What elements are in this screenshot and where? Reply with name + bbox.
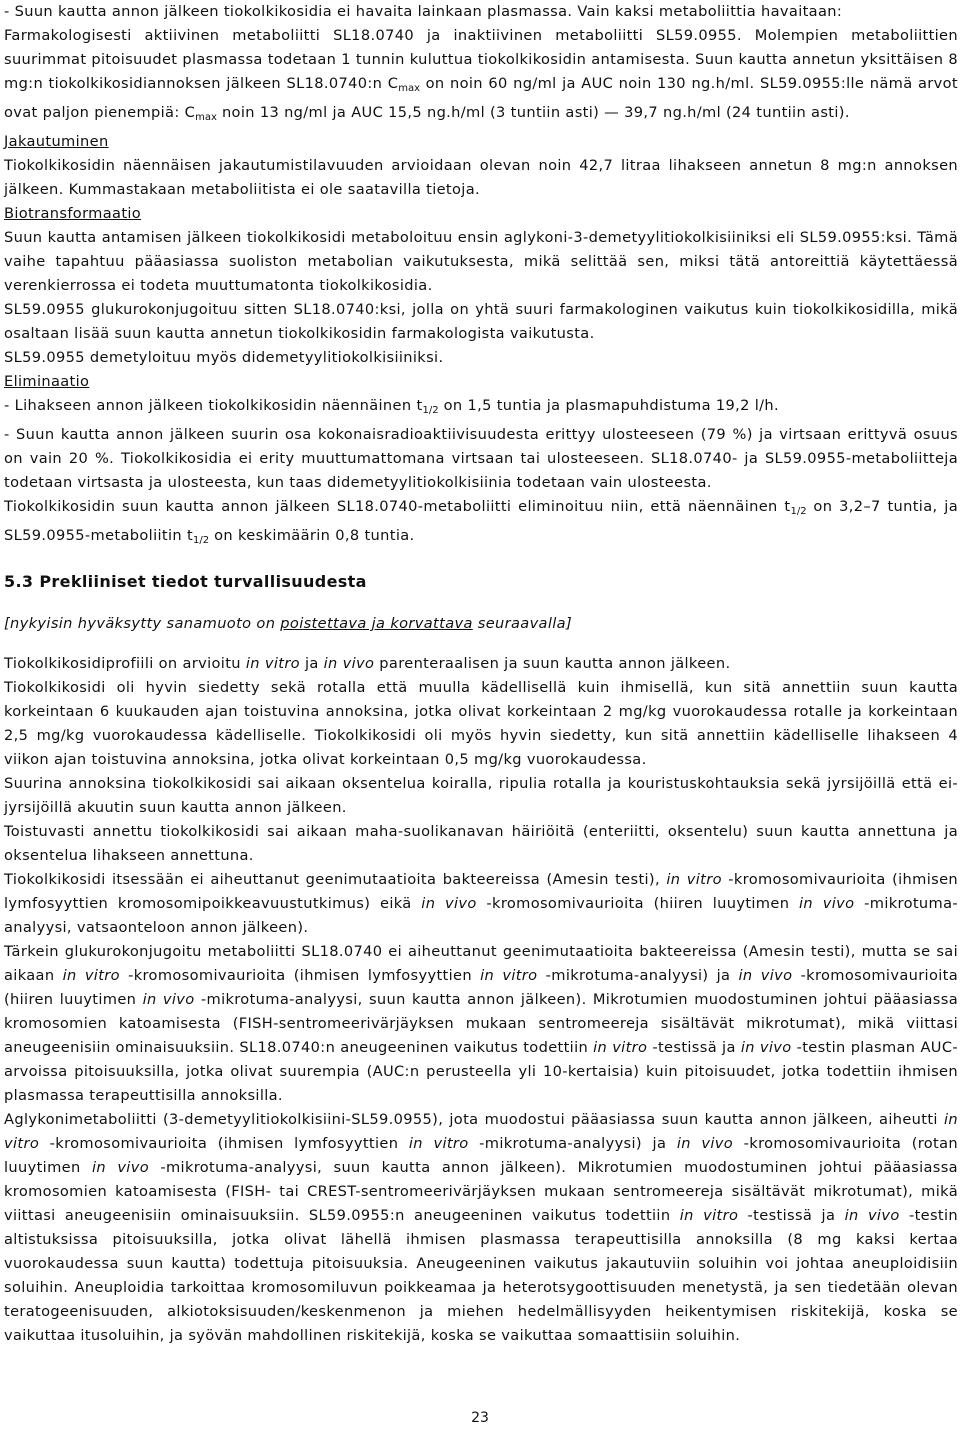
paragraph: Tiokolkikosidi oli hyvin siedetty sekä rotalla että muulla kädellisellä kuin ihmisellä, kun sitä annettiin suun kautta korkeintaan 6 kuukauden ajan toistuvina annoksina, jotka olivat korkeintaan 2 mg/kg vuorokaudessa rotalle ja korkeintaan 2,5 mg/kg vuorokaudessa kädelliselle. Tiokolkikosidi oli myös hyvin siedetty, kun sitä annettiin kädelliselle lihakseen 4 viikon ajan toistuvina annoksina, jotka olivat korkeintaan 0,5 mg/kg vuorokaudessa. [4, 679, 958, 768]
paragraph: Suurina annoksina tiokolkikosidi sai aikaan oksentelua koiralla, ripulia rotalla ja kouristuskohtauksia sekä jyrsijöillä että ei-jyrsijöillä akuutin suun kautta annon jälkeen. [4, 775, 958, 816]
paragraph: Tiokolkikosidiprofiili on arvioitu in vitro ja in vivo parenteraalisen ja suun kautta annon jälkeen. [4, 655, 731, 672]
subheading-jakautuminen: Jakautuminen [4, 133, 109, 150]
editorial-note: [nykyisin hyväksytty sanamuoto on poistettava ja korvattava seuraavalla] [4, 615, 572, 632]
paragraph: SL59.0955 demetyloituu myös didemetyylitiokolkisiiniksi. [4, 349, 444, 366]
paragraph: Aglykonimetaboliitti (3-demetyylitiokolkisiini-SL59.0955), jota muodostui pääasiassa suun kautta annon jälkeen, aiheutti in vitro -kromosomivaurioita (ihmisen lymfosyyttien in vitro -mikrotuma-analyysi) ja in vivo -kromosomivaurioita (rotan luuytimen in vivo -mikrotuma-analyysi, suun kautta annon jälkeen). Mikrotumien muodostuminen johtui pääasiassa kromosomien katoamisesta (FISH- tai CREST-sentromeerivärjäyksen mukaan sentromeereja sisältävät mikrotumat), mikä viittasi aneugeenisiin ominaisuuksiin. SL59.0955:n aneugeeninen vaikutus todettiin in vitro -testissä ja in vivo -testin altistuksissa pitoisuuksilla, jotka olivat lähellä ihmisen plasmassa terapeuttisilla annoksilla (8 mg kaksi kertaa vuorokaudessa suun kautta) todettuja pitoisuuksia. Aneugeeninen vaikutus jakautuviin soluihin voi johtaa aneuploidisiin soluihin. Aneuploidia tarkoittaa kromosomiluvun poikkeamaa ja heterotsygoottisuuden menetystä, ja sen tiedetään olevan teratogeenisuuden, alkiotoksisuuden/keskenmenon ja miehen hedelmällisyyden heikentymisen riskitekijä, koska se vaikuttaa itusoluihin, ja syövän mahdollinen riskitekijä, koska se vaikuttaa somaattisiin soluihin. [4, 1111, 959, 1344]
section-number: 5.3 [4, 572, 34, 591]
paragraph: - Suun kautta annon jälkeen tiokolkikosidia ei havaita lainkaan plasmassa. Vain kaksi metaboliittia havaitaan: [4, 3, 843, 20]
paragraph: - Lihakseen annon jälkeen tiokolkikosidin näennäinen $t_{1/2}$ on 1,5 tuntia ja plasmapuhdistuma 19,2 l/h. [4, 397, 780, 416]
paragraph: SL59.0955 glukurokonjugoituu sitten SL18.0740:ksi, jolla on yhtä suuri farmakologinen vaikutus kuin tiokolkikosidilla, mikä osaltaan lisää suun kautta annetun tiokolkikosidin farmakologista vaikutusta. [4, 301, 958, 342]
paragraph: - Suun kautta annon jälkeen suurin osa kokonaisradioaktiivisuudesta erittyy ulosteeseen (79 %) ja virtsaan erittyvä osuus on vain 20 %. Tiokolkikosidia ei erity muuttumattomana virtsaan tai ulosteeseen. SL18.0740- ja SL59.0955-metaboliitteja todetaan virtsasta ja ulosteesta, kun taas didemetyylitiokolkisiinia todetaan vain ulosteesta. [4, 426, 958, 491]
paragraph: Suun kautta antamisen jälkeen tiokolkikosidi metaboloituu ensin aglykoni-3-demetyylitiokolkisiiniksi eli SL59.0955:ksi. Tämä vaihe tapahtuu pääasiassa suoliston metabolian vaikutuksesta, mikä selittää sen, miksi tätä antoreittiä käytettäessä verenkierrossa ei todeta muuttumatonta tiokolkikosidia. [4, 229, 958, 294]
paragraph: Tärkein glukurokonjugoitu metaboliitti SL18.0740 ei aiheuttanut geenimutaatioita bakteereissa (Amesin testi), mutta se sai aikaan in vitro -kromosomivaurioita (ihmisen lymfosyyttien in vitro -mikrotuma-analyysi) ja in vivo -kromosomivaurioita (hiiren luuytimen in vivo -mikrotuma-analyysi, suun kautta annon jälkeen). Mikrotumien muodostuminen johtui pääasiassa kromosomien katoamisesta (FISH-sentromeerivärjäyksen mukaan sentromeereja sisältävät mikrotumat), mikä viittasi aneugeenisiin ominaisuuksiin. SL18.0740:n aneugeeninen vaikutus todettiin in vitro -testissä ja in vivo -testin plasman AUC-arvoissa pitoisuuksilla, jotka olivat suurempia (AUC:n perusteella yli 10-kertaisia) kuin pitoisuudet, jotka todettiin ihmisen plasmassa terapeuttisilla annoksilla. [4, 943, 959, 1104]
paragraph: Farmakologisesti aktiivinen metaboliitti SL18.0740 ja inaktiivinen metaboliitti SL59.0955. Molempien metaboliittien suurimmat pitoisuudet plasmassa todetaan 1 tunnin kuluttua tiokolkikosidin antamisesta. Suun kautta annetun yksittäisen 8 mg:n tiokolkikosidiannoksen jälkeen SL18.0740:n $C_{max}$ on noin 60 ng/ml ja AUC noin 130 ng.h/ml. SL59.0955:lle nämä arvot ovat paljon pienempiä: $C_{max}$ noin 13 ng/ml ja AUC 15,5 ng.h/ml (3 tuntiin asti) — 39,7 ng.h/ml (24 tuntiin asti). [4, 27, 958, 123]
subheading-eliminaatio: Eliminaatio [4, 373, 90, 390]
page-number: 23 [471, 1410, 489, 1426]
subheading-biotransformaatio: Biotransformaatio [4, 205, 142, 222]
paragraph: Tiokolkikosidin suun kautta annon jälkeen SL18.0740-metaboliitti eliminoituu niin, että näennäinen $t_{1/2}$ on 3,2–7 tuntia, ja SL59.0955-metaboliitin $t_{1/2}$ on keskimäärin 0,8 tuntia. [4, 498, 958, 546]
paragraph: Toistuvasti annettu tiokolkikosidi sai aikaan maha-suolikanavan häiriöitä (enteriitti, oksentelu) suun kautta annettuna ja oksentelua lihakseen annettuna. [4, 823, 958, 864]
section-title [4, 570, 958, 594]
paragraph: Tiokolkikosidi itsessään ei aiheuttanut geenimutaatioita bakteereissa (Amesin testi), in vitro -kromosomivaurioita (ihmisen lymfosyyttien kromosomipoikkeavuustutkimus) eikä in vivo -kromosomivaurioita (hiiren luuytimen in vivo -mikrotuma-analyysi, vatsaonteloon annon jälkeen). [4, 871, 958, 936]
document-body [4, 0, 958, 1348]
section-title-text: Prekliiniset tiedot turvallisuudesta [39, 572, 367, 591]
paragraph: Tiokolkikosidin näennäisen jakautumistilavuuden arvioidaan olevan noin 42,7 litraa lihakseen annetun 8 mg:n annoksen jälkeen. Kummastakaan metaboliitista ei ole saatavilla tietoja. [4, 157, 958, 198]
